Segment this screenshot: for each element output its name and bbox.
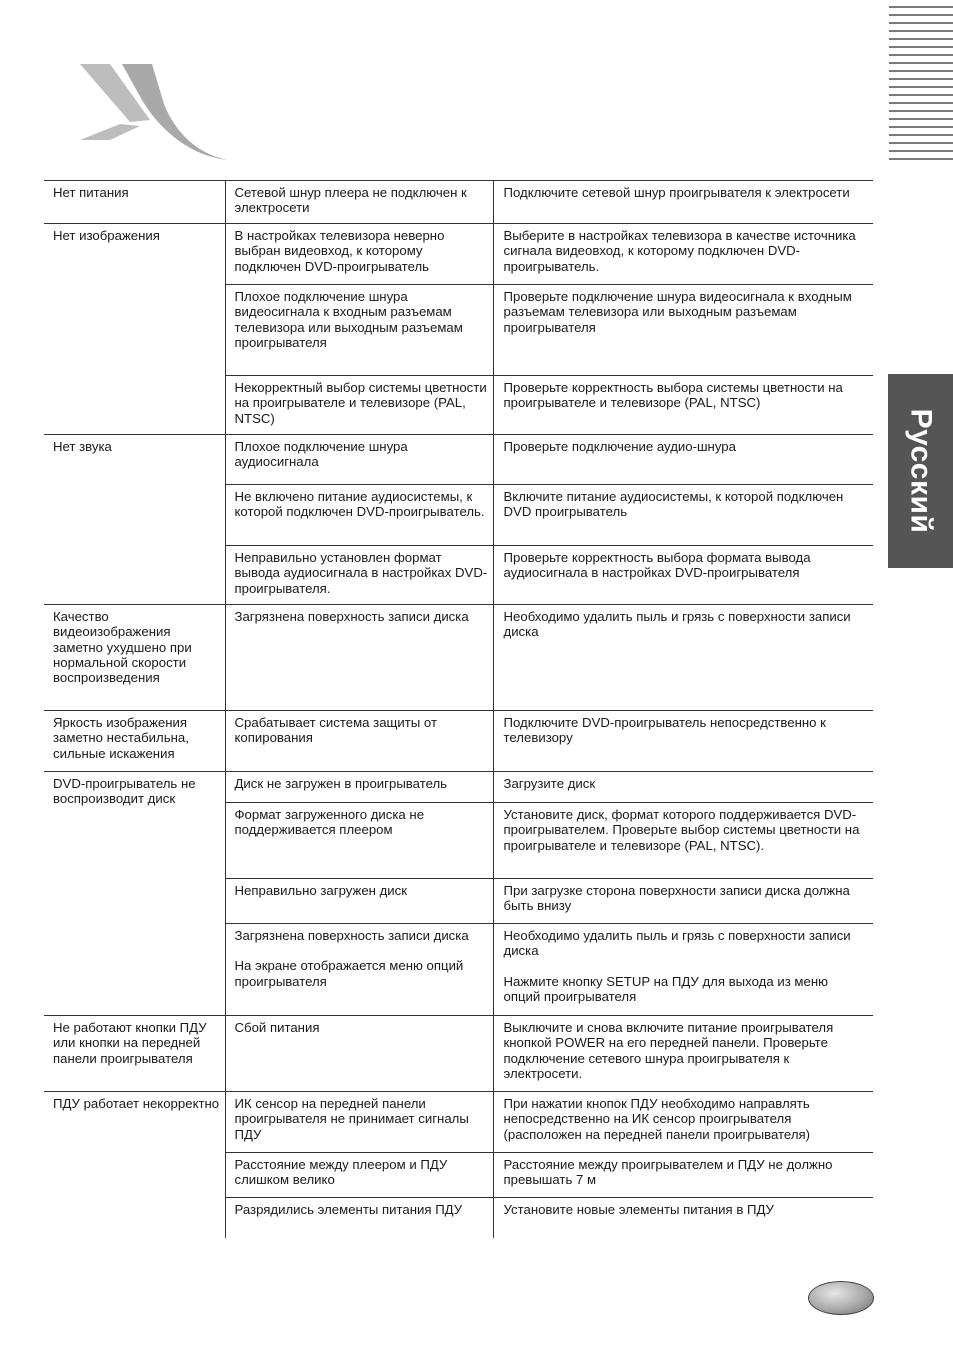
- page-number-badge: [808, 1281, 874, 1315]
- cause-cell: [225, 924, 493, 1016]
- table-row: [44, 772, 873, 803]
- problem-cell: Не работают кнопки ПДУ или кнопки на передней панели проигрывателя: [44, 1016, 225, 1092]
- table-row: [44, 1092, 873, 1153]
- solution-cell: Установите новые элементы питания в ПДУ: [493, 1198, 873, 1238]
- brand-logo-icon: [80, 60, 230, 164]
- table-row: [44, 181, 873, 224]
- cause-cell: Разрядились элементы питания ПДУ: [225, 1198, 493, 1238]
- cause-cell: ИК сенсор на передней панели проигрывателя не принимает сигналы ПДУ: [225, 1092, 493, 1153]
- language-tab: [888, 374, 953, 568]
- problem-cell: DVD-проигрыватель не воспроизводит диск: [44, 772, 225, 1016]
- cause-cell: Формат загруженного диска не поддерживается плеером: [225, 803, 493, 879]
- solution-cell: Подключите сетевой шнур проигрывателя к электросети: [493, 181, 873, 224]
- solution-cell: Проверьте подключение аудио-шнура: [493, 435, 873, 485]
- solution-text-secondary: Нажмите кнопку SETUP на ПДУ для выхода из меню опций проигрывателя: [503, 973, 828, 1004]
- cause-cell: В настройках телевизора неверно выбран видеовход, к которому подключен DVD-проигрыватель: [225, 224, 493, 285]
- solution-cell: При загрузке сторона поверхности записи диска должна быть внизу: [493, 879, 873, 924]
- problem-cell: Яркость изображения заметно нестабильна, сильные искажения: [44, 711, 225, 772]
- decorative-stripes: [889, 6, 953, 162]
- solution-cell: Выберите в настройках телевизора в качестве источника сигнала видеовход, к которому подключен DVD-проигрыватель.: [493, 224, 873, 285]
- cause-cell: Сбой питания: [225, 1016, 493, 1092]
- solution-cell: Загрузите диск: [493, 772, 873, 803]
- solution-cell: Необходимо удалить пыль и грязь с поверхности записи диска: [493, 605, 873, 711]
- problem-cell: Нет изображения: [44, 224, 225, 435]
- solution-cell: Расстояние между проигрывателем и ПДУ не должно превышать 7 м: [493, 1153, 873, 1198]
- table-row: [44, 224, 873, 285]
- cause-cell: Плохое подключение шнура видеосигнала к входным разъемам телевизора или выходным разъемам проигрывателя: [225, 285, 493, 376]
- cause-text: Загрязнена поверхность записи диска: [234, 928, 469, 943]
- problem-cell: Нет питания: [44, 181, 225, 224]
- table-row: [44, 1016, 873, 1092]
- cause-cell: Плохое подключение шнура аудиосигнала: [225, 435, 493, 485]
- solution-cell: Проверьте корректность выбора системы цветности на проигрывателе и телевизоре (PAL, NTSC): [493, 376, 873, 435]
- solution-cell: Включите питание аудиосистемы, к которой подключен DVD проигрыватель: [493, 485, 873, 546]
- solution-text: Необходимо удалить пыль и грязь с поверхности записи диска: [503, 928, 851, 959]
- solution-cell: Проверьте корректность выбора формата вывода аудиосигнала в настройках DVD-проигрывателя: [493, 546, 873, 605]
- problem-cell: Качество видеоизображения заметно ухудшено при нормальной скорости воспроизведения: [44, 605, 225, 711]
- solution-cell: [493, 924, 873, 1016]
- problem-cell: ПДУ работает некорректно: [44, 1092, 225, 1238]
- cause-cell: Расстояние между плеером и ПДУ слишком велико: [225, 1153, 493, 1198]
- troubleshooting-table: [44, 180, 873, 1238]
- cause-cell: Неправильно загружен диск: [225, 879, 493, 924]
- cause-cell: Некорректный выбор системы цветности на проигрывателе и телевизоре (PAL, NTSC): [225, 376, 493, 435]
- table-row: [44, 605, 873, 711]
- solution-cell: Подключите DVD-проигрыватель непосредственно к телевизору: [493, 711, 873, 772]
- table-row: [44, 435, 873, 485]
- solution-cell: Выключите и снова включите питание проигрывателя кнопкой POWER на его передней панели. Проверьте подключение сетевого шнура проигрывателя к электросети.: [493, 1016, 873, 1092]
- cause-cell: Неправильно установлен формат вывода аудиосигнала в настройках DVD-проигрывателя.: [225, 546, 493, 605]
- cause-cell: Срабатывает система защиты от копирования: [225, 711, 493, 772]
- cause-cell: Загрязнена поверхность записи диска: [225, 605, 493, 711]
- problem-cell: Нет звука: [44, 435, 225, 605]
- cause-cell: Сетевой шнур плеера не подключен к электросети: [225, 181, 493, 224]
- solution-cell: Проверьте подключение шнура видеосигнала к входным разъемам телевизора или выходным разъемам проигрывателя: [493, 285, 873, 376]
- cause-cell: Не включено питание аудиосистемы, к которой подключен DVD-проигрыватель.: [225, 485, 493, 546]
- cause-cell: Диск не загружен в проигрыватель: [225, 772, 493, 803]
- language-tab-label: Русский: [904, 408, 938, 534]
- cause-text-secondary: На экране отображается меню опций проигрывателя: [234, 958, 464, 989]
- table-row: [44, 711, 873, 772]
- solution-cell: При нажатии кнопок ПДУ необходимо направлять непосредственно на ИК сенсор проигрывателя (расположен на передней панели проигрывателя): [493, 1092, 873, 1153]
- solution-cell: Установите диск, формат которого поддерживается DVD-проигрывателем. Проверьте выбор системы цветности на проигрывателе и телевизоре (PAL, NTSC).: [493, 803, 873, 879]
